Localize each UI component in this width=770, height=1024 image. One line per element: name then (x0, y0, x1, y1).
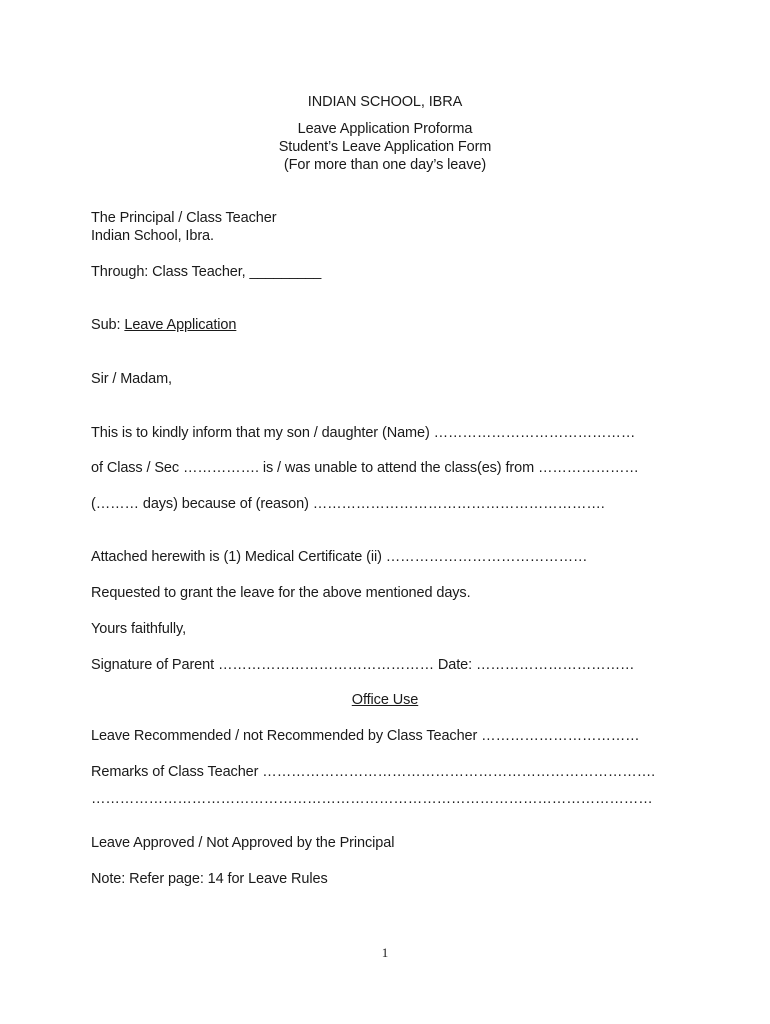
closing-line: Yours faithfully, (91, 621, 187, 637)
school-name: INDIAN SCHOOL, IBRA (307, 94, 463, 110)
body-line-3: (……… days) because of (reason) ……………………………………………………. (91, 496, 605, 512)
address-line-1: The Principal / Class Teacher (91, 210, 277, 226)
attached-line: Attached herewith is (1) Medical Certificate (ii) …………………………………… (91, 549, 588, 565)
form-title: Leave Application Proforma (297, 121, 473, 137)
request-line: Requested to grant the leave for the above mentioned days. (91, 585, 471, 601)
recommended-line: Leave Recommended / not Recommended by Class Teacher …………………………… (91, 728, 640, 744)
remarks-continuation: ……………………………………………………………………………………………………… (91, 791, 653, 807)
subject-line (91, 316, 236, 334)
salutation: Sir / Madam, (91, 371, 172, 387)
form-subtitle: Student’s Leave Application Form (278, 139, 492, 155)
body-line-1: This is to kindly inform that my son / daughter (Name) …………………………………… (91, 425, 636, 441)
body-line-2: of Class / Sec ……………. is / was unable to attend the class(es) from ………………… (91, 460, 639, 476)
address-line-2: Indian School, Ibra. (91, 228, 214, 244)
signature-line: Signature of Parent ……………………………………… Date: …………………………… (91, 657, 635, 673)
remarks-line: Remarks of Class Teacher ………………………………………………………………………. (91, 764, 656, 780)
subject-text: Leave Application (124, 317, 237, 333)
subject-prefix: Sub: (91, 317, 125, 333)
office-use-heading: Office Use (351, 692, 419, 708)
page-number: 1 (381, 945, 389, 960)
form-note: (For more than one day’s leave) (283, 157, 487, 173)
note-line: Note: Refer page: 14 for Leave Rules (91, 871, 328, 887)
through-line: Through: Class Teacher, _________ (91, 264, 322, 280)
approved-line: Leave Approved / Not Approved by the Principal (91, 835, 395, 851)
